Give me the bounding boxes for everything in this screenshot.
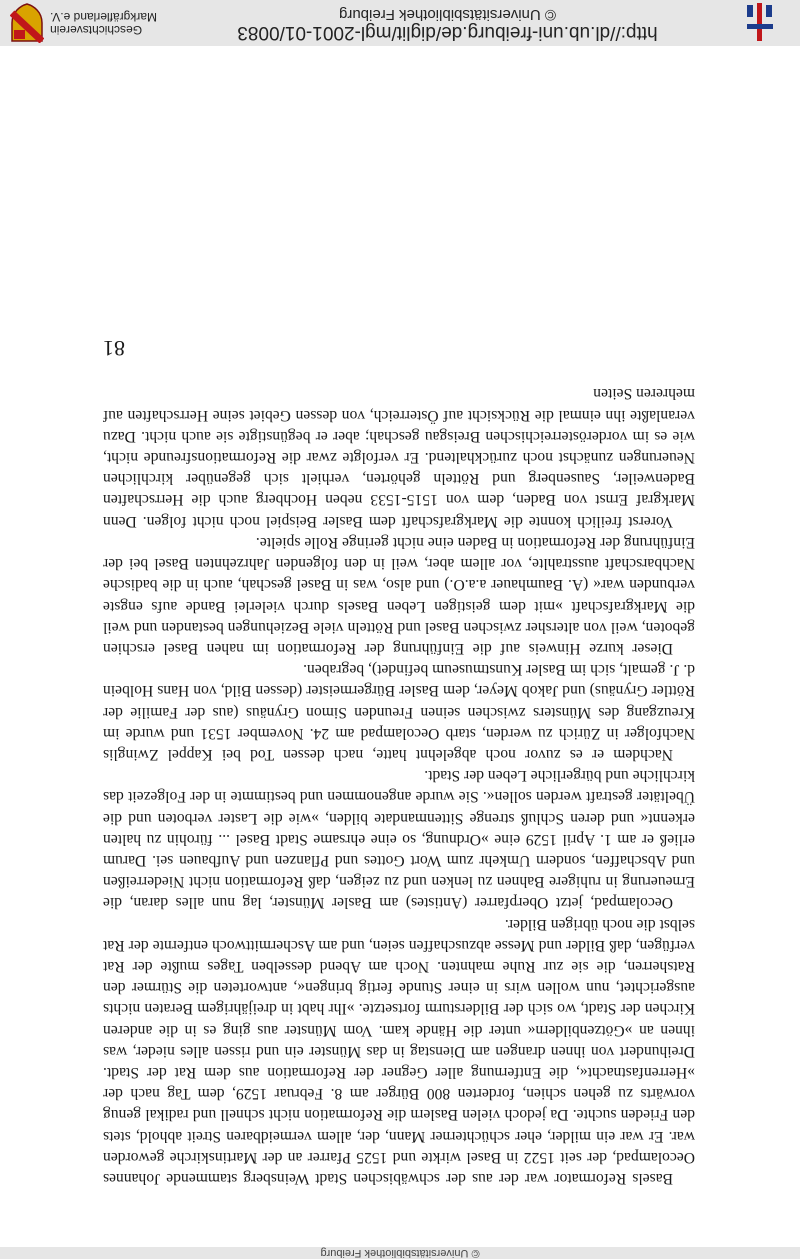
paragraph: Oecolampad, jetzt Oberpfarrer (Antistes) am Basler Münster, lag nun alles daran, die Erneuerung in ruhigere Bahnen zu lenken und zu zeigen, daß Reformation nicht Niederreißen und Abschaffen, sondern Umkehr zum Wort Gottes und Pflanzen und Aufbauen sei. Darum erließ er am 1. April 1529 eine »Ordnung, so eine ehrsame Stadt Basel ... fürohin zu halten erkennt« und deren Schluß strenge Sittenmandate bilden, »wie die Laster verboten und die Übeltäter gestraft werden sollen«. Sie wurde angenommen und bestimmte in der Folgezeit das kirchliche und bürgerliche Leben der Stadt.: [103, 767, 695, 912]
paragraph: Nachdem er es zuvor noch abgelehnt hatte, nach dessen Tod bei Kappel Zwinglis Nachfolger in Zürich zu werden, starb Oecolampad am 24. November 1531 und wurde im Kreuzgang des Münsters zwischen seinen Freunden Simon Grynäus (aus der Familie der Röttler Grynäus) und Jakob Meyer, dem Basler Bürgermeister (dessen Bild, von Hans Holbein d. J. gemalt, sich im Basler Kunstmuseum befindet), begraben.: [103, 661, 695, 763]
paragraph: Dieser kurze Hinweis auf die Einführung der Reformation im nahen Basel erschien geboten, weil von altersher zwischen Basel und Rötteln viele Beziehungen bestanden und weil die Markgrafschaft »mit dem geistigen Leben Basels durch vielerlei Bande aufs engste verbunden war« (A. Baumhauer a.a.O.) und also, was in Basel geschah, auch in die badische Nachbarschaft ausstrahlte, vor allem aber, weil in den folgenden Jahrzehnten Basel bei der Einführung der Reformation in Baden eine nicht geringe Rolle spielte.: [103, 533, 695, 657]
page-text: [103, 383, 695, 1189]
paragraph: Vorerst freilich konnte die Markgrafschaft dem Basler Beispiel noch nicht folgen. Denn Markgraf Ernst von Baden, dem von 1515-1533 neben Hochberg auch die Herrschaften Badenweiler, Sausenberg und Rötteln gehörten, verhielt sich gegenüber kirchlichen Neuerungen zunächst noch zurückhaltend. Er verfolgte zwar die Reformationsfreunde nicht, wie es im vorderösterreichischen Breisgau geschah; aber er begünstigte sie auch nicht. Dazu veranlaßte ihn einmal die Rücksicht auf Österreich, von dessen Gebiet seine Herrschaften auf mehreren Seiten: [103, 385, 695, 530]
association-name: [50, 10, 157, 36]
paragraph: Basels Reformator war der aus der schwäbischen Stadt Weinsberg stammende Johannes Oecolampad, der seit 1522 in Basel wirkte und 1525 Pfarrer an der Martinskirche geworden war. Er war ein milder, eher schüchterner Mann, der, allem vermeidbaren Streit abhold, stets den Frieden suchte. Da jedoch vielen Baslern die Reformation nicht schnell und radikal genug vorwärts zu gehen schien, forderten 800 Bürger am 8. Februar 1529, dem Tag nach der »Herrenfastnacht«, die Entfernung aller Gegner der Reformation aus dem Rat der Stadt. Dreihundert von ihnen drangen am Dienstag in das Münster ein und rissen alles nieder, was ihnen an »Götzenbildern« unter die Hände kam. Vom Münster aus ging es in die anderen Kirchen der Stadt, wo sich der Bildersturm fortsetzte. »Ihr habt in dreijährigem Beraten nichts ausgerichtet, nun wollen wirs in einer Stunde fertig bringen«, antworteten die Stürmer den Ratsherren, die sie zur Ruhe mahnten. Noch am Abend desselben Tages mußte der Rat verfügen, daß Bilder und Messe abzuschaffen seien, und am Aschermittwoch entfernte der Rat selbst die noch übrigen Bilder.: [103, 915, 695, 1187]
footer-copyright: © Universitätsbibliothek Freiburg: [339, 6, 556, 23]
page-body: [103, 297, 695, 1189]
association-line: Markgräflerland e.V.: [50, 10, 157, 24]
page-number: 81: [103, 336, 125, 362]
association-line: Geschichtsverein: [50, 23, 143, 37]
footer-url[interactable]: http://dl.ub.uni-freiburg.de/diglit/mgl-2001-01/0083: [237, 22, 658, 43]
university-logo-icon: [738, 1, 782, 45]
page-footer: [0, 0, 800, 46]
page-header-strip: [0, 1247, 800, 1259]
footer-citation: [237, 5, 657, 41]
header-copyright: © Universitätsbibliothek Freiburg: [320, 1247, 480, 1259]
association-block: [10, 3, 157, 43]
crest-icon: [10, 3, 44, 43]
